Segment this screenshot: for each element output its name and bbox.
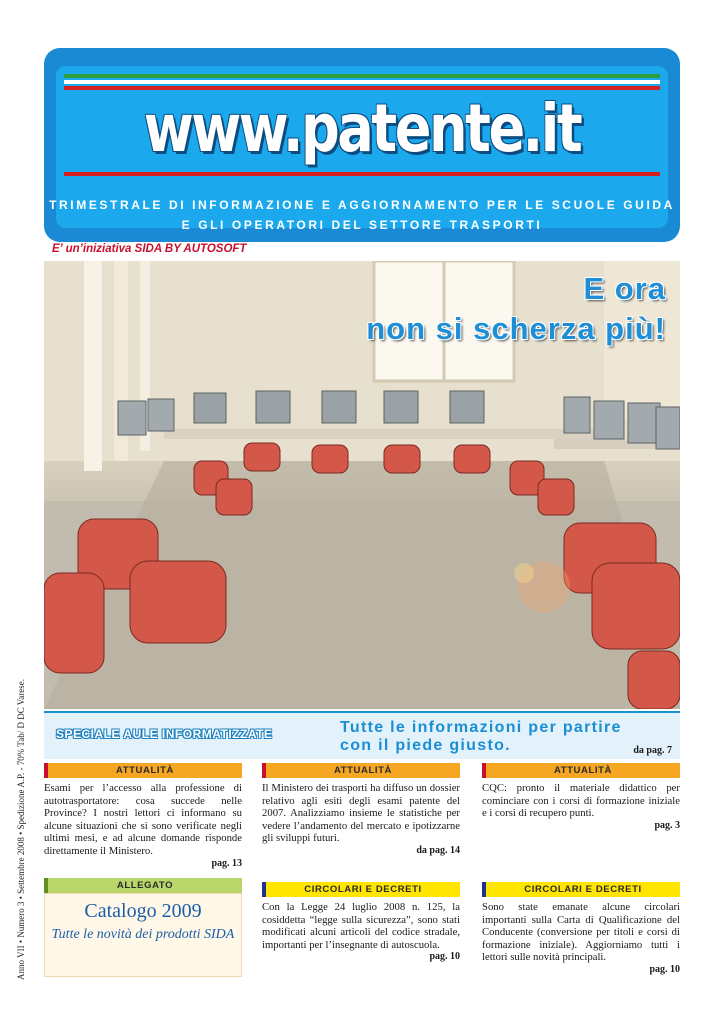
article-5-page-ref: pag. 10 [649, 963, 680, 975]
special-banner [44, 711, 680, 759]
article-3-text: CQC: pronto il materiale didattico per cominciare con i corsi di formazione iniziale e i corsi di recupero punti. [482, 782, 680, 820]
article-1-category: ATTUALITÀ [44, 763, 242, 778]
banner-claim-line2: con il piede giusto. [340, 737, 511, 754]
masthead-white-stripe [64, 80, 660, 84]
article-2-page-ref: da pag. 14 [416, 844, 460, 856]
article-1-page-ref: pag. 13 [211, 857, 242, 869]
attachment-subtitle: Tutte le novità dei prodotti SIDA [51, 927, 235, 942]
banner-claim [340, 719, 622, 755]
tagline-line1: TRIMESTRALE DI INFORMAZIONE E AGGIORNAMENTO PER LE SCUOLE GUIDA [49, 198, 675, 212]
special-title: SPECIALE AULE INFORMATIZZATE [56, 727, 273, 741]
attachment-title: Catalogo 2009 [84, 900, 202, 922]
masthead-red-stripe-lower [64, 172, 660, 176]
masthead [44, 48, 680, 242]
masthead-green-stripe [64, 74, 660, 78]
article-4-page-ref: pag. 10 [429, 951, 460, 963]
site-logo: www.patente.it [143, 90, 581, 167]
headline-line1: E ora [583, 271, 666, 306]
article-3 [482, 763, 680, 831]
attachment [44, 878, 242, 977]
initiative-note: E’ un’iniziativa SIDA BY AUTOSOFT [52, 243, 247, 255]
attachment-category: ALLEGATO [44, 878, 242, 893]
article-4-text: Con la Legge 24 luglio 2008 n. 125, la cosiddetta “legge sulla sicurezza”, sono stati modificati alcuni articoli del codice stradale, importanti per l’insegnante di autoscuola. [262, 901, 460, 951]
article-2-category: ATTUALITÀ [262, 763, 460, 778]
cover-photo [44, 261, 680, 709]
banner-page-ref: da pag. 7 [633, 745, 672, 756]
article-2-text: Il Ministero dei trasporti ha diffuso un dossier relativo agli esiti degli esami patente del 2007. Analizziamo insieme le statistiche per vedere l’andamento del mercato e ipotizzarne gli sviluppi futuri. [262, 782, 460, 845]
publication-info: Anno VII • Numero 3 • Settembre 2008 • Spedizione A.P. - 70% Tab/ D DC Varese. [16, 678, 26, 980]
article-5-category: CIRCOLARI E DECRETI [482, 882, 680, 897]
article-2 [262, 763, 460, 856]
article-1-text: Esami per l’accesso alla professione di autotrasportatore: cosa succede nelle Province? I nostri lettori ci informano su alcune situazioni che si sono verificate negli ultimi mesi, e ad alcune domande risponde direttamente il Ministero. [44, 782, 242, 857]
tagline-line2: E GLI OPERATORI DEL SETTORE TRASPORTI [181, 218, 543, 232]
article-5-text: Sono state emanate alcune circolari importanti sulla Carta di Qualificazione del Conducente (conversione per titoli e corsi di formazione iniziale). Aggiorniamo tutti i lettori sulle novità principali. [482, 901, 680, 964]
article-3-category: ATTUALITÀ [482, 763, 680, 778]
article-4 [262, 882, 460, 962]
attachment-box [44, 893, 242, 977]
headline-line2: non si scherza più! [366, 311, 666, 346]
article-1 [44, 763, 242, 869]
article-4-category: CIRCOLARI E DECRETI [262, 882, 460, 897]
article-3-page-ref: pag. 3 [654, 819, 680, 831]
article-5 [482, 882, 680, 975]
banner-claim-line1: Tutte le informazioni per partire [340, 719, 622, 736]
